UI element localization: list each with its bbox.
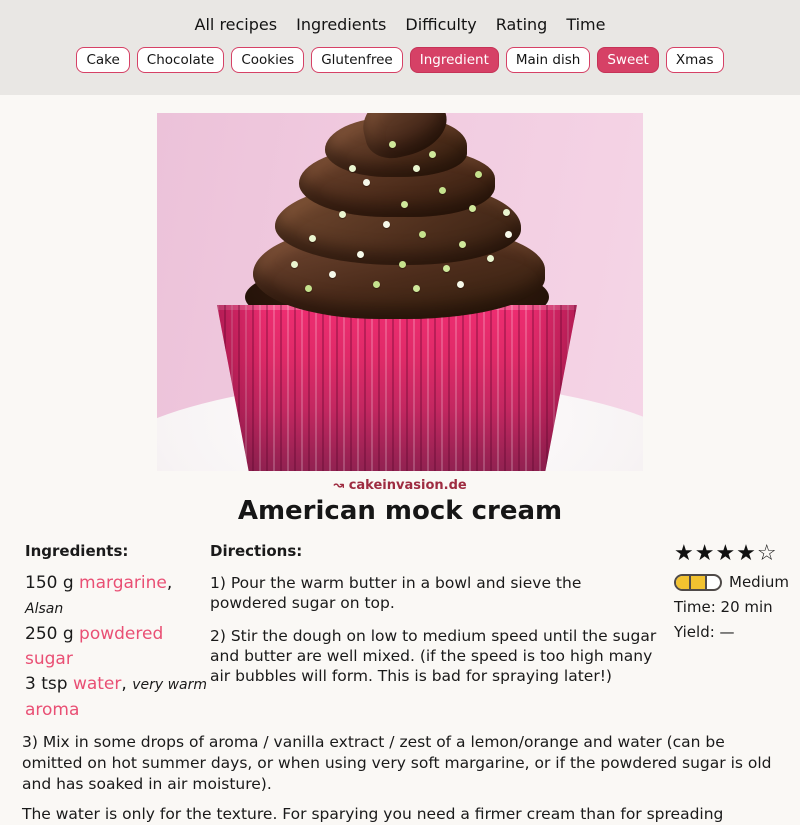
- ingredient-item: [25, 698, 210, 723]
- sprinkle-dot: [329, 271, 336, 278]
- sprinkle-dot: [401, 201, 408, 208]
- nav-item-time[interactable]: Time: [566, 15, 606, 34]
- sprinkle-dot: [309, 235, 316, 242]
- direction-step: 3) Mix in some drops of aroma / vanilla extract / zest of a lemon/orange and water (can be omitted on hot summer days, or when using very soft margarine, or if the powdered sugar is old and has soaked in air moisture).: [22, 733, 772, 793]
- recipe-photo: [157, 113, 643, 471]
- ingredient-note: Alsan: [25, 601, 64, 617]
- filter-bar: [0, 47, 800, 73]
- sprinkle-dot: [339, 211, 346, 218]
- sprinkle-dot: [439, 187, 446, 194]
- ingredient-note-separator: ,: [166, 573, 173, 593]
- sprinkle-dot: [487, 255, 494, 262]
- filter-tag-sweet[interactable]: Sweet: [597, 47, 659, 73]
- time-label: Time: 20 min: [674, 598, 773, 616]
- ingredient-note: very warm: [132, 677, 207, 693]
- direction-step: The water is only for the texture. For sparying you need a firmer cream than for spreading: [22, 805, 724, 823]
- sprinkle-dot: [291, 261, 298, 268]
- sprinkle-dot: [469, 205, 476, 212]
- filter-tag-cake[interactable]: Cake: [76, 47, 129, 73]
- sprinkle-dot: [357, 251, 364, 258]
- directions-continued: [22, 732, 786, 825]
- sprinkle-dot: [503, 209, 510, 216]
- rating-stars: ★★★★☆: [674, 541, 778, 566]
- sprinkle-dot: [383, 221, 390, 228]
- page-main: [0, 113, 800, 825]
- recipe-title: American mock cream: [237, 496, 563, 526]
- main-nav: [0, 15, 800, 34]
- sprinkle-dot: [349, 165, 356, 172]
- ingredients-heading: Ingredients:: [25, 542, 129, 560]
- sprinkle-dot: [505, 231, 512, 238]
- difficulty-row: [674, 573, 789, 591]
- ingredient-amount: 3 tsp: [25, 674, 73, 694]
- sprinkles: [157, 113, 643, 471]
- sprinkle-dot: [399, 261, 406, 268]
- difficulty-segment: [705, 576, 720, 589]
- direction-step: 2) Stir the dough on low to medium speed until the sugar and butter are well mixed. (if the speed is too high many air bubbles will form. This is bad for spraying later!): [210, 627, 657, 685]
- sprinkle-dot: [457, 281, 464, 288]
- ingredient-amount: 250 g: [25, 624, 80, 644]
- ingredient-link[interactable]: water: [72, 674, 122, 694]
- ingredient-item: [25, 571, 210, 622]
- difficulty-segment: [676, 576, 689, 589]
- filter-tag-ingredient[interactable]: Ingredient: [410, 47, 499, 73]
- sprinkle-dot: [419, 231, 426, 238]
- ingredient-link[interactable]: powdered sugar: [25, 624, 164, 669]
- sprinkle-dot: [475, 171, 482, 178]
- meta-column: [660, 542, 789, 641]
- ingredient-note-separator: ,: [121, 674, 133, 694]
- photo-credit-link[interactable]: ↝ cakeinvasion.de: [333, 478, 467, 493]
- filter-tag-main-dish[interactable]: Main dish: [506, 47, 590, 73]
- sprinkle-dot: [389, 141, 396, 148]
- filter-tag-glutenfree[interactable]: Glutenfree: [311, 47, 403, 73]
- recipe-columns: [25, 541, 789, 723]
- sprinkle-dot: [373, 281, 380, 288]
- ingredient-amount: 150 g: [25, 573, 80, 593]
- ingredient-item: [25, 672, 210, 698]
- ingredient-link[interactable]: aroma: [25, 700, 80, 720]
- sprinkle-dot: [363, 179, 370, 186]
- yield-label: Yield: —: [674, 623, 735, 641]
- filter-tag-xmas[interactable]: Xmas: [666, 47, 724, 73]
- nav-item-ingredients[interactable]: Ingredients: [296, 15, 387, 34]
- sprinkle-dot: [305, 285, 312, 292]
- nav-item-all-recipes[interactable]: All recipes: [194, 15, 278, 34]
- sprinkle-dot: [429, 151, 436, 158]
- directions-heading: Directions:: [210, 542, 303, 560]
- ingredient-link[interactable]: margarine: [79, 573, 167, 593]
- site-header: [0, 0, 800, 95]
- nav-item-rating[interactable]: Rating: [495, 15, 548, 34]
- sprinkle-dot: [413, 285, 420, 292]
- ingredient-item: [25, 622, 210, 672]
- ingredients-list: [25, 571, 210, 723]
- sprinkle-dot: [459, 241, 466, 248]
- filter-tag-chocolate[interactable]: Chocolate: [137, 47, 225, 73]
- direction-step: 1) Pour the warm butter in a bowl and sieve the powdered sugar on top.: [210, 574, 582, 612]
- filter-tag-cookies[interactable]: Cookies: [231, 47, 304, 73]
- nav-item-difficulty[interactable]: Difficulty: [405, 15, 477, 34]
- difficulty-label: Medium: [729, 573, 789, 591]
- directions-steps: [210, 573, 660, 686]
- ingredients-column: [25, 542, 210, 723]
- difficulty-indicator: [674, 574, 722, 591]
- sprinkle-dot: [443, 265, 450, 272]
- difficulty-segment: [689, 576, 704, 589]
- sprinkle-dot: [413, 165, 420, 172]
- directions-column: [210, 542, 660, 686]
